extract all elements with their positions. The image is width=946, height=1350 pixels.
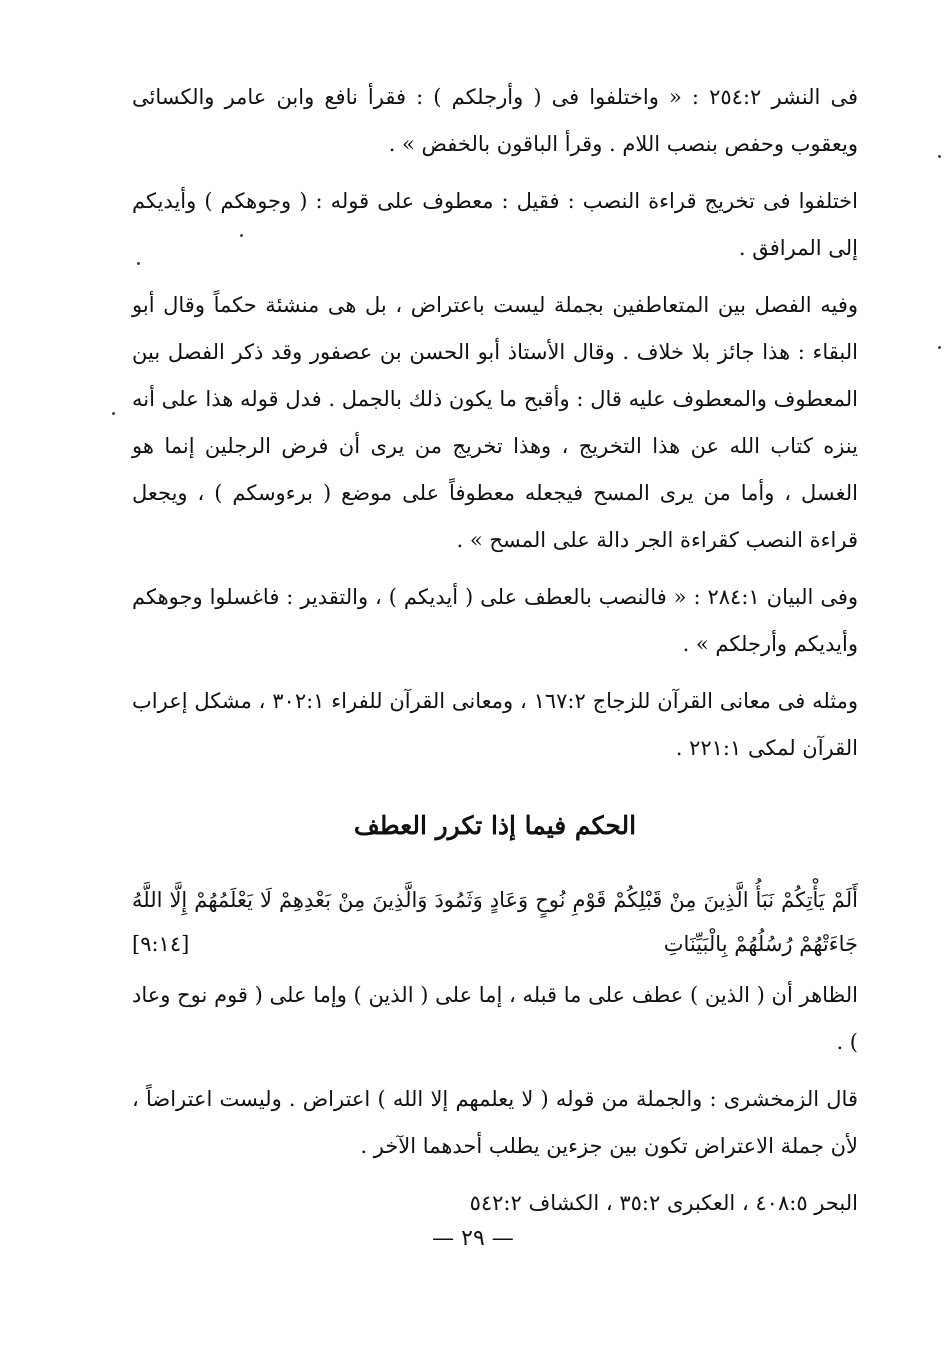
paragraph-fasl: وفيه الفصل بين المتعاطفين بجملة ليست باعتراض ، بل هى منشئة حكماً وقال أبو البقاء : هذا جائز بلا خلاف . وقال الأستاذ أبو الحسن بن عصفور وقد ذكر الفصل بين المعطوف والمعطوف عليه قال : وأقبح ما يكون ذلك بالجمل . فدل قوله هذا على أنه ينزه كتاب الله عن هذا التخريج ، وهذا تخريج من يرى أن فرض الرجلين إنما هو الغسل ، وأما من يرى المسح فيجعله معطوفاً على موضع ( برءوسكم ) ، ويجعل قراءة النصب كقراءة الجر دالة على المسح » . (132, 293, 858, 552)
paragraph-nashr: فى النشر ٢٥٤:٢ : « واختلفوا فى ( وأرجلكم ) : فقرأ نافع وابن عامر والكسائى ويعقوب وحفص بنصب اللام . وقرأ الباقون بالخفض » . (132, 85, 858, 156)
verse-reference: [٩:١٤] (132, 932, 190, 956)
paragraph-zahir: الظاهر أن ( الذين ) عطف على ما قبله ، إما على ( الذين ) وإما على ( قوم نوح وعاد ) . (132, 983, 858, 1054)
quran-verse (132, 878, 858, 966)
scan-speck (240, 234, 243, 237)
section-heading: الحكم فيما إذا تكرر العطف (353, 811, 637, 840)
scan-speck (938, 346, 941, 349)
paragraph-bayan: وفى البيان ٢٨٤:١ : « فالنصب بالعطف على ( أيديكم ) ، والتقدير : فاغسلوا وجوهكم وأيديكم وأرجلكم » . (132, 585, 859, 656)
sources-line: البحر ٤٠٨:٥ ، العكبرى ٣٥:٢ ، الكشاف ٥٤٢:٢ (469, 1191, 858, 1215)
page-number: — ٢٩ — (432, 1226, 514, 1251)
scan-speck (137, 262, 140, 265)
verse-text: أَلَمْ يَأْتِكُمْ نَبَأُ الَّذِينَ مِنْ قَبْلِكُمْ قَوْمِ نُوحٍ وَعَادٍ وَثَمُودَ وَالَّذِينَ مِنْ بَعْدِهِمْ لَا يَعْلَمُهُمْ إِلَّا اللَّهُ جَاءَتْهُمْ رُسُلُهُمْ بِالْبَيِّنَاتِ (132, 888, 858, 956)
scan-speck (112, 412, 115, 415)
paragraph-zamakhshari: قال الزمخشرى : والجملة من قوله ( لا يعلمهم إلا الله ) اعتراض . وليست اعتراضاً ، لأن جملة الاعتراض تكون بين جزءين يطلب أحدهما الآخر . (132, 1087, 858, 1158)
paragraph-mithluhu: ومثله فى معانى القرآن للزجاج ١٦٧:٢ ، ومعانى القرآن للفراء ٣٠٢:١ ، مشكل إعراب القرآن لمكى ٢٢١:١ . (132, 689, 859, 760)
paragraph-takhrij: اختلفوا فى تخريج قراءة النصب : فقيل : معطوف على قوله : ( وجوهكم ) وأيديكم إلى المرافق . (132, 189, 858, 260)
scan-speck (938, 155, 941, 158)
page-body (132, 74, 858, 1227)
